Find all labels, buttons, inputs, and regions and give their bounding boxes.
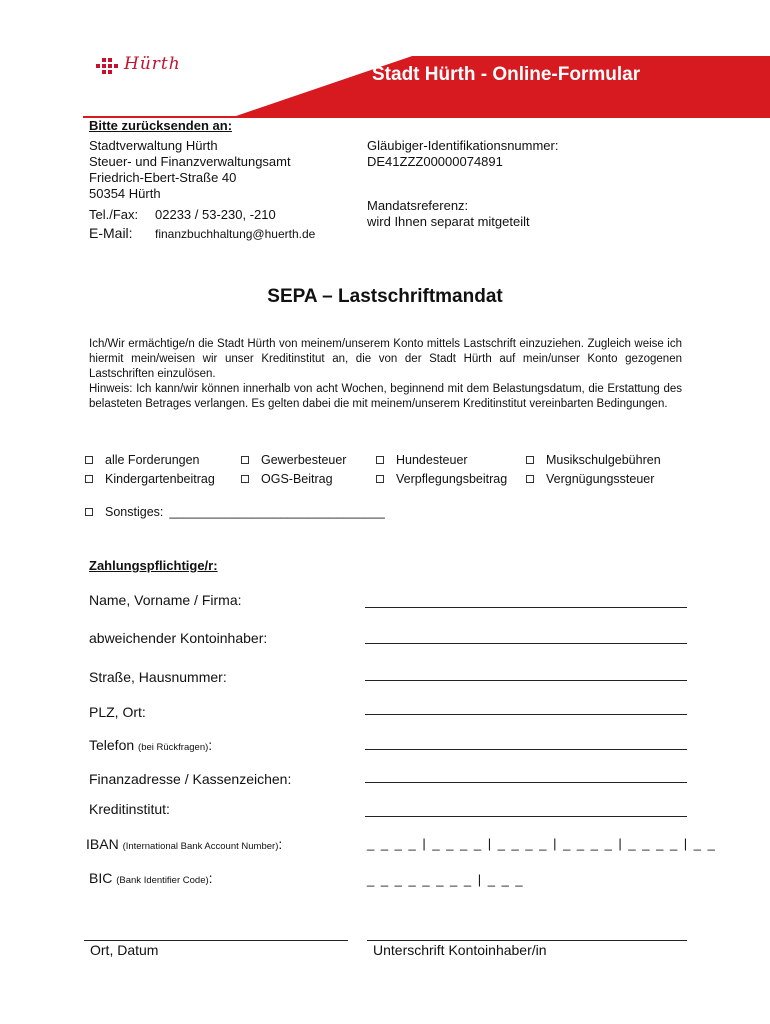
city-logo: [96, 52, 216, 86]
creditor-id-block: [367, 138, 558, 170]
payer-section-label: Zahlungspflichtige/r:: [89, 558, 218, 573]
document-title: SEPA – Lastschriftmandat: [267, 286, 503, 307]
email-value[interactable]: finanzbuchhaltung@huerth.de: [155, 227, 316, 241]
street-field[interactable]: [365, 680, 687, 681]
iban-note: (International Bank Account Number): [122, 841, 279, 852]
contact-info: [89, 206, 315, 243]
signature-label: Unterschrift Kontoinhaber/in: [373, 942, 547, 958]
checkbox-gewerbesteuer[interactable]: [241, 453, 346, 467]
checkbox-icon[interactable]: [85, 456, 93, 464]
creditor-id-label: Gläubiger-Identifikationsnummer:: [367, 138, 559, 153]
checkbox-label: OGS-Beitrag: [261, 472, 333, 486]
phone-label: Telefon (bei Rückfragen):: [89, 737, 213, 753]
checkbox-label: Vergnügungssteuer: [546, 472, 655, 486]
notice-paragraph: Hinweis: Ich kann/wir können innerhalb von acht Wochen, beginnend mit dem Belastungsdatum, die Erstattung des belasteten Betrages verlangen. Es gelten dabei die mit meinem/unserem Kreditinstitut vereinbarten Bedingungen.: [89, 383, 682, 410]
phone-field[interactable]: [365, 749, 687, 750]
tel-fax-label: Tel./Fax:: [89, 207, 139, 222]
checkbox-label: Hundesteuer: [396, 453, 468, 467]
banner-title: Stadt Hürth - Online-Formular: [372, 64, 641, 85]
iban-field[interactable]: _ _ _ _ | _ _ _ _ | _ _ _ _ | _ _ _ _ | _ _ _ _ | _ _: [367, 836, 717, 851]
checkbox-icon[interactable]: [526, 475, 534, 483]
checkbox-icon[interactable]: [85, 475, 93, 483]
checkbox-label: Verpflegungsbeitrag: [396, 472, 508, 486]
sonstiges-blank[interactable]: _______________________________: [169, 505, 385, 519]
address-line: Friedrich-Ebert-Straße 40: [89, 170, 237, 185]
bank-field[interactable]: [365, 816, 687, 817]
mandate-reference-block: [367, 198, 530, 230]
zip-city-field[interactable]: [365, 714, 687, 715]
bank-label: Kreditinstitut:: [89, 801, 170, 817]
finance-address-field[interactable]: [365, 782, 687, 783]
creditor-id-value: DE41ZZZ00000074891: [367, 154, 503, 169]
bic-field[interactable]: _ _ _ _ _ _ _ _ | _ _ _: [367, 872, 525, 887]
checkbox-sonstiges[interactable]: [85, 505, 385, 519]
bic-label: BIC (Bank Identifier Code):: [89, 870, 213, 886]
address-line: 50354 Hürth: [89, 186, 161, 201]
bic-label-text: BIC: [89, 870, 113, 886]
checkbox-icon[interactable]: [376, 456, 384, 464]
checkbox-label: Musikschulgebühren: [546, 453, 661, 467]
address-line: Steuer- und Finanzverwaltungsamt: [89, 154, 291, 169]
checkbox-alle-forderungen[interactable]: [85, 453, 200, 467]
name-field[interactable]: [365, 607, 687, 608]
checkbox-label: Gewerbesteuer: [261, 453, 347, 467]
bic-note: (Bank Identifier Code): [116, 875, 209, 886]
checkbox-icon[interactable]: [376, 475, 384, 483]
checkbox-musikschulgebuehren[interactable]: [526, 453, 661, 467]
mandate-text: [89, 337, 682, 412]
checkbox-vergnuegungssteuer[interactable]: [526, 472, 654, 486]
account-holder-field[interactable]: [365, 643, 687, 644]
street-label: Straße, Hausnummer:: [89, 669, 227, 685]
iban-label-text: IBAN: [86, 836, 119, 852]
checkbox-icon[interactable]: [241, 475, 249, 483]
finance-address-label: Finanzadresse / Kassenzeichen:: [89, 771, 292, 787]
checkbox-label: Kindergartenbeitrag: [105, 472, 215, 486]
return-address: [89, 138, 291, 202]
name-label: Name, Vorname / Firma:: [89, 592, 242, 608]
checkbox-icon[interactable]: [85, 508, 93, 516]
checkbox-ogs-beitrag[interactable]: [241, 472, 333, 486]
checkbox-label: Sonstiges:: [105, 505, 164, 519]
checkbox-hundesteuer[interactable]: [376, 453, 468, 467]
checkbox-icon[interactable]: [241, 456, 249, 464]
place-date-field[interactable]: [84, 940, 348, 941]
logo-mark-icon: [96, 58, 120, 76]
zip-city-label: PLZ, Ort:: [89, 704, 146, 720]
phone-label-text: Telefon: [89, 737, 135, 753]
checkbox-verpflegungsbeitrag[interactable]: [376, 472, 507, 486]
email-label: E-Mail:: [89, 225, 133, 241]
phone-note: (bei Rückfragen): [138, 742, 209, 753]
checkbox-label: alle Forderungen: [105, 453, 200, 467]
address-line: Stadtverwaltung Hürth: [89, 138, 218, 153]
logo-wordmark: Hürth: [124, 54, 181, 74]
account-holder-label: abweichender Kontoinhaber:: [89, 630, 268, 646]
place-date-label: Ort, Datum: [90, 942, 159, 958]
iban-label: IBAN (International Bank Account Number):: [86, 836, 283, 852]
return-to-label: Bitte zurücksenden an:: [89, 118, 233, 133]
checkbox-kindergartenbeitrag[interactable]: [85, 472, 215, 486]
signature-field[interactable]: [367, 940, 687, 941]
mandate-value: wird Ihnen separat mitgeteilt: [367, 214, 530, 229]
mandate-label: Mandatsreferenz:: [367, 198, 469, 213]
authorization-paragraph: Ich/Wir ermächtige/n die Stadt Hürth von meinem/unserem Konto mittels Lastschrift einzuziehen. Zugleich weise ich hiermit mein/weisen wir unser Kreditinstitut an, die von der Stadt Hürth auf mein/unser Konto gezogenen Lastschriften einzulösen.: [89, 338, 682, 380]
checkbox-icon[interactable]: [526, 456, 534, 464]
tel-fax-value: 02233 / 53-230, -210: [155, 207, 276, 222]
